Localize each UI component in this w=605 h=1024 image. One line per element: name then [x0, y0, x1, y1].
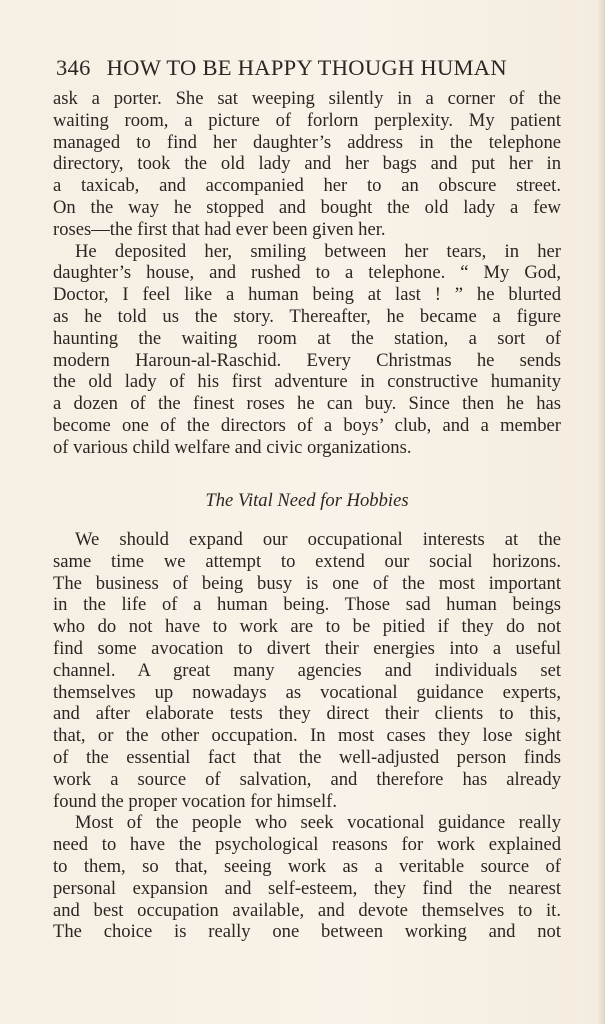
text-line: On the way he stopped and bought the old lady a few: [53, 196, 561, 218]
text-line: The business of being busy is one of the most important: [53, 572, 561, 594]
page-number: 346: [56, 55, 91, 80]
text-line: Doctor, I feel like a human being at last ! ” he blurted: [53, 284, 561, 306]
text-line: become one of the directors of a boys’ club, and a member: [53, 414, 561, 436]
text-line: ask a porter. She sat weeping silently in a corner of the: [53, 88, 561, 109]
text-line: personal expansion and self-esteem, they find the nearest: [53, 877, 561, 899]
running-title: HOW TO BE HAPPY THOUGH HUMAN: [106, 55, 507, 80]
text-line: as he told us the story. Thereafter, he became a figure: [53, 305, 561, 327]
text-line: of various child welfare and civic organizations.: [53, 436, 412, 458]
text-line: He deposited her, smiling between her tears, in her: [75, 240, 561, 262]
text-line: a taxicab, and accompanied her to an obscure street.: [53, 175, 561, 197]
body-text-top: [53, 88, 561, 459]
text-line: who do not have to work are to be pitied if they do not: [53, 616, 561, 638]
section-heading: The Vital Need for Hobbies: [205, 490, 409, 511]
text-line: the old lady of his first adventure in constructive humanity: [53, 371, 561, 393]
text-line: and after elaborate tests they direct their clients to this,: [53, 703, 561, 725]
text-line: daughter’s house, and rushed to a telephone. “ My God,: [53, 262, 561, 284]
text-line: found the proper vocation for himself.: [53, 790, 337, 812]
text-line: in the life of a human being. Those sad human beings: [53, 594, 561, 616]
text-line: and best occupation available, and devote themselves to it.: [53, 899, 561, 921]
text-line: Most of the people who seek vocational guidance really: [75, 812, 561, 834]
text-line: managed to find her daughter’s address in the telephone: [53, 131, 561, 153]
text-line: of the essential fact that the well-adjusted person finds: [53, 746, 561, 768]
text-line: directory, took the old lady and her bags and put her in: [53, 153, 561, 175]
text-line: The choice is really one between working and not: [53, 921, 561, 943]
text-line: themselves up nowadays as vocational guidance experts,: [53, 681, 561, 703]
text-line: same time we attempt to extend our social horizons.: [53, 550, 561, 572]
text-line: work a source of salvation, and therefore has already: [53, 768, 561, 790]
text-line: a dozen of the finest roses he can buy. Since then he has: [53, 393, 561, 415]
text-line: modern Haroun-al-Raschid. Every Christmas he sends: [53, 349, 561, 371]
text-line: waiting room, a picture of forlorn perplexity. My patient: [53, 109, 561, 131]
body-text-bottom: [53, 529, 561, 943]
text-line: We should expand our occupational interests at the: [75, 529, 561, 550]
page-edge-shadow: [597, 0, 605, 1024]
text-line: that, or the other occupation. In most cases they lose sight: [53, 725, 561, 747]
running-head: [56, 53, 564, 83]
text-line: channel. A great many agencies and individuals set: [53, 659, 561, 681]
text-line: roses—the first that had ever been given her.: [53, 218, 386, 240]
text-line: haunting the waiting room at the station, a sort of: [53, 327, 561, 349]
text-line: find some avocation to divert their energies into a useful: [53, 637, 561, 659]
text-line: need to have the psychological reasons for work explained: [53, 834, 561, 856]
text-line: to them, so that, seeing work as a veritable source of: [53, 855, 561, 877]
